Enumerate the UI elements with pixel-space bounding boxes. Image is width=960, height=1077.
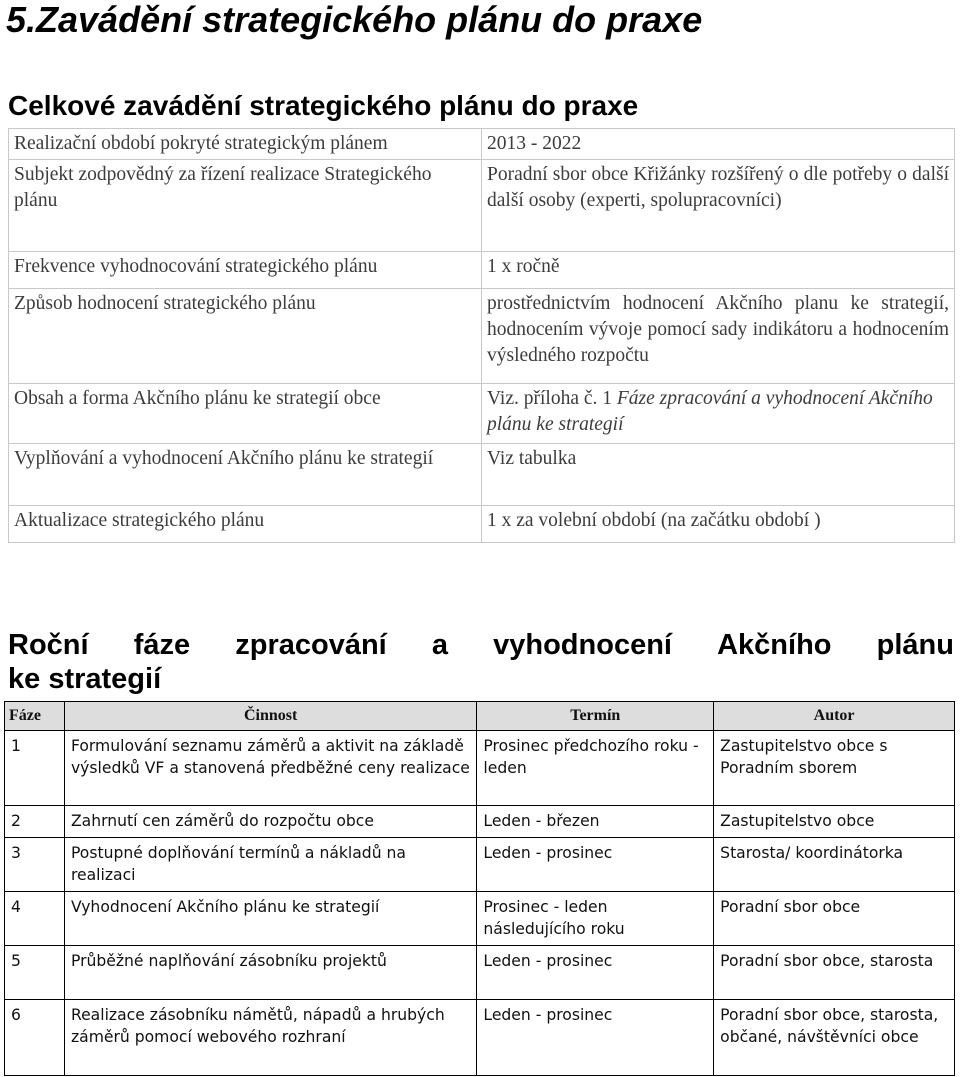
row-label: Způsob hodnocení strategického plánu (9, 289, 482, 384)
table-row (9, 160, 955, 252)
cell-activity: Realizace zásobníku námětů, nápadů a hrubých záměrů pomocí webového rozhraní (64, 1000, 476, 1076)
cell-phase: 6 (5, 1000, 65, 1076)
table-row (9, 252, 955, 289)
title-word: a (431, 629, 448, 661)
table-row (5, 838, 955, 892)
row-value: 2013 - 2022 (482, 129, 955, 160)
table-header-row (5, 702, 955, 731)
table-row (5, 731, 955, 806)
table-row (5, 946, 955, 1000)
title-word: fáze (133, 629, 191, 661)
row-label: Aktualizace strategického plánu (9, 506, 482, 543)
cell-term: Prosinec předchozího roku - leden (477, 731, 714, 806)
section-title: 5.Zavádění strategického plánu do praxe (6, 0, 703, 40)
header-author: Autor (714, 702, 955, 731)
phases-title (8, 628, 954, 696)
table-row (9, 289, 955, 384)
appendix-title: Fáze zpracování a vyhodnocení Akčního plánu ke strategií (487, 388, 933, 435)
cell-phase: 5 (5, 946, 65, 1000)
cell-author: Zastupitelstvo obce (714, 806, 955, 838)
title-word: Akčního (717, 629, 832, 661)
cell-activity: Vyhodnocení Akčního plánu ke strategií (64, 892, 476, 946)
phases-title-line1 (8, 628, 954, 662)
title-word: plánu (876, 629, 954, 661)
header-phase: Fáze (5, 702, 65, 731)
table-row (9, 506, 955, 543)
table-row (9, 444, 955, 506)
cell-author: Poradní sbor obce, starosta (714, 946, 955, 1000)
cell-term: Prosinec - leden následujícího roku (477, 892, 714, 946)
table-row (5, 892, 955, 946)
row-label: Frekvence vyhodnocování strategického plánu (9, 252, 482, 289)
phases-title-line2: ke strategií (8, 663, 162, 695)
row-label: Realizační období pokryté strategickým plánem (9, 129, 482, 160)
title-word: Roční (8, 629, 89, 661)
header-activity: Činnost (64, 702, 476, 731)
table-row (5, 1000, 955, 1076)
row-value (482, 384, 955, 444)
cell-term: Leden - prosinec (477, 946, 714, 1000)
cell-author: Poradní sbor obce (714, 892, 955, 946)
row-value: 1 x ročně (482, 252, 955, 289)
title-word: vyhodnocení (493, 629, 672, 661)
cell-activity: Průběžné naplňování zásobníku projektů (64, 946, 476, 1000)
cell-activity: Formulování seznamu záměrů a aktivit na základě výsledků VF a stanovená předběžné ceny realizace (64, 731, 476, 806)
cell-term: Leden - prosinec (477, 1000, 714, 1076)
row-value: prostřednictvím hodnocení Akčního planu ke strategií, hodnocením vývoje pomocí sady indikátoru a hodnocením výsledného rozpočtu (482, 289, 955, 384)
row-label: Subjekt zodpovědný za řízení realizace Strategického plánu (9, 160, 482, 252)
table-row (9, 384, 955, 444)
cell-term: Leden - prosinec (477, 838, 714, 892)
row-value: Poradní sbor obce Křižánky rozšířený o dle potřeby o další další osoby (experti, spolupracovníci) (482, 160, 955, 252)
phases-table (4, 701, 955, 1076)
cell-activity: Postupné doplňování termínů a nákladů na realizaci (64, 838, 476, 892)
cell-author: Zastupitelstvo obce s Poradním sborem (714, 731, 955, 806)
row-value: 1 x za volební období (na začátku období ) (482, 506, 955, 543)
cell-author: Starosta/ koordinátorka (714, 838, 955, 892)
overview-table (8, 128, 955, 543)
title-word: zpracování (235, 629, 387, 661)
overview-title: Celkové zavádění strategického plánu do praxe (8, 90, 639, 121)
appendix-ref: Viz. příloha č. 1 (487, 388, 617, 409)
cell-phase: 1 (5, 731, 65, 806)
row-label: Vyplňování a vyhodnocení Akčního plánu ke strategií (9, 444, 482, 506)
row-label: Obsah a forma Akčního plánu ke strategií obce (9, 384, 482, 444)
cell-author: Poradní sbor obce, starosta, občané, návštěvníci obce (714, 1000, 955, 1076)
table-row (5, 806, 955, 838)
cell-phase: 3 (5, 838, 65, 892)
header-term: Termín (477, 702, 714, 731)
cell-term: Leden - březen (477, 806, 714, 838)
cell-phase: 4 (5, 892, 65, 946)
cell-activity: Zahrnutí cen záměrů do rozpočtu obce (64, 806, 476, 838)
cell-phase: 2 (5, 806, 65, 838)
row-value: Viz tabulka (482, 444, 955, 506)
table-row (9, 129, 955, 160)
